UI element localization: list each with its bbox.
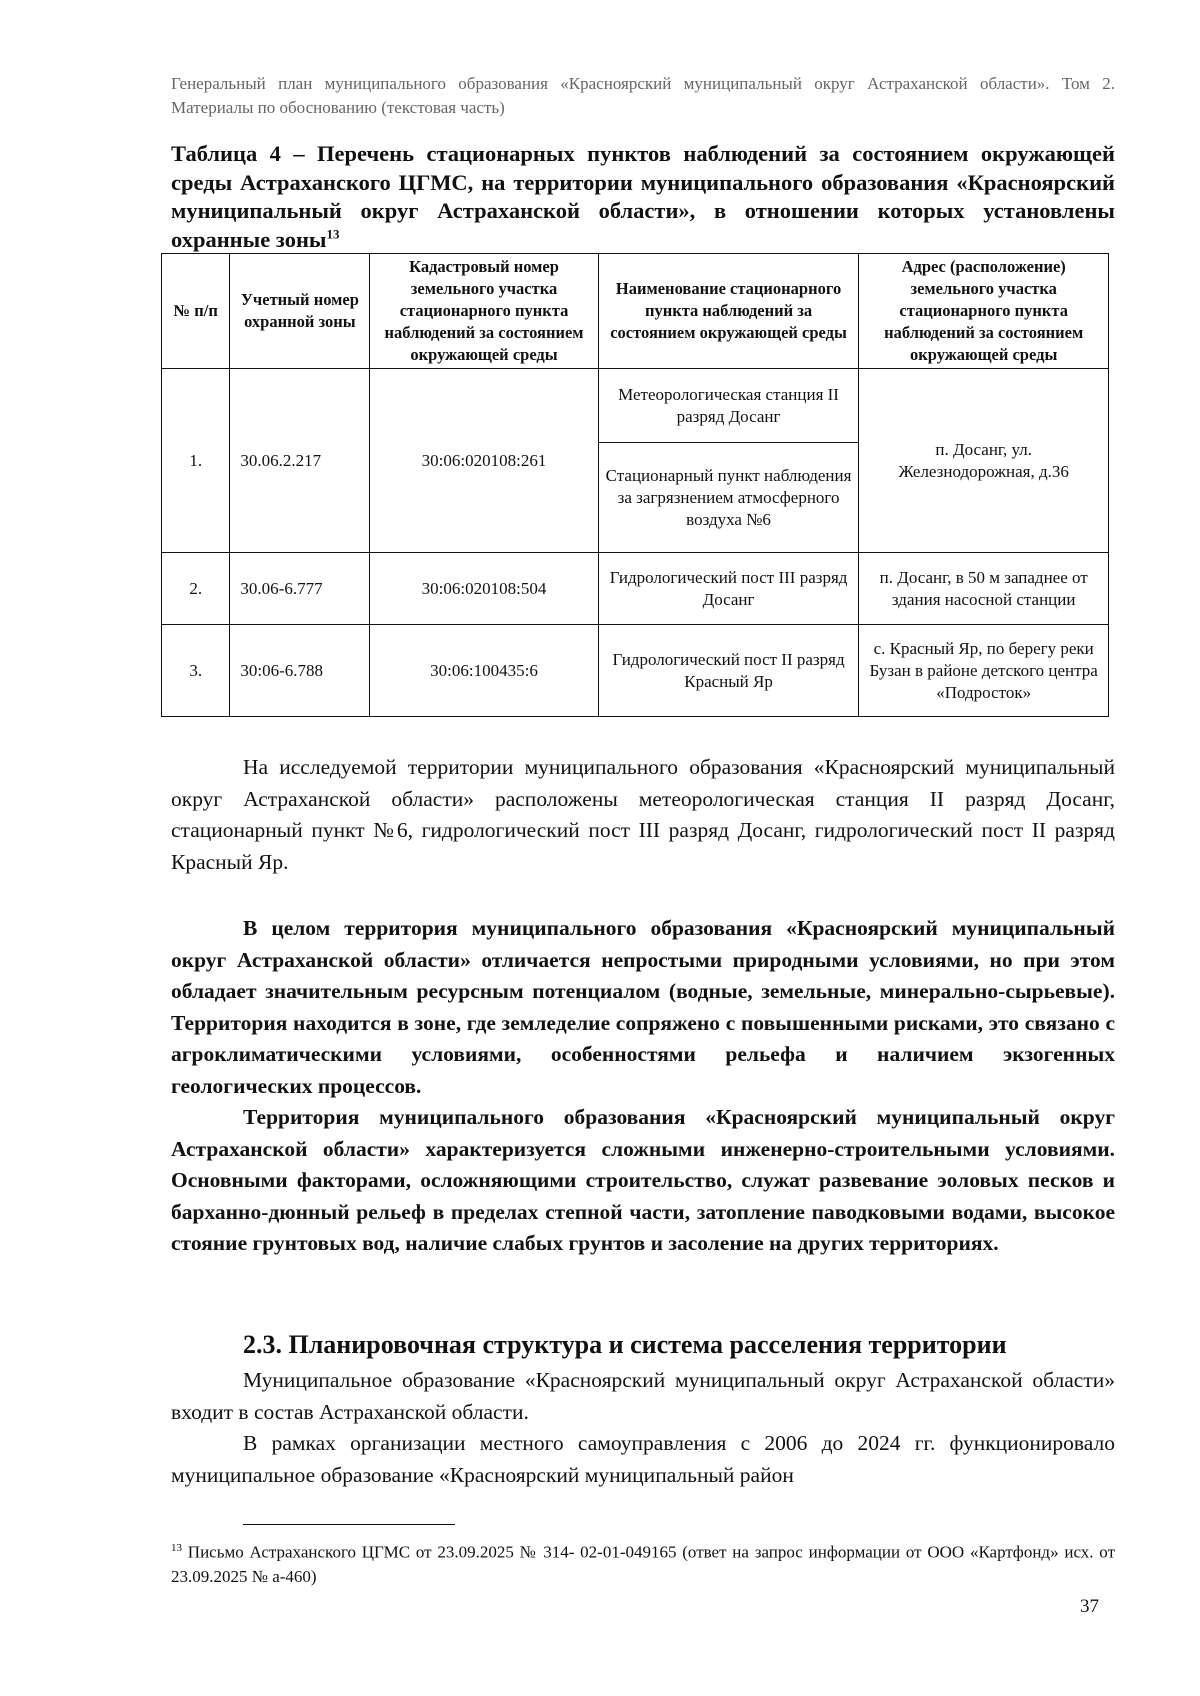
caption-footnote-ref[interactable]: 13 [326,226,340,241]
cell-number: 2. [162,553,230,625]
footnote-divider [243,1524,455,1525]
paragraph-text: В целом территория муниципального образования «Красноярский муниципальный округ Астраханской области» отличается непростыми природными условиями, но при этом обладает значительным ресурсным потенциалом (водные, земельные, минерально-сырьевые). Территория находится в зоне, где земледелие сопряжено с повышенными рисками, это связано с агроклиматическими условиями, особенностями рельефа и наличием экзогенных геологических процессов. [171,916,1115,1098]
cell-cadastral: 30:06:020108:261 [370,369,598,553]
column-header-address: Адрес (расположение) земельного участка стационарного пункта наблюдений за состоянием окружающей среды [859,254,1109,369]
running-header: Генеральный план муниципального образования «Красноярский муниципальный округ Астраханской области». Том 2. Материалы по обоснованию (текстовая часть) [171,74,1115,117]
page-number: 37 [1080,1596,1099,1617]
paragraph-text: В рамках организации местного самоуправления с 2006 до 2024 гг. функционировало муниципальное образование «Красноярский муниципальный район [171,1431,1115,1487]
cell-zone: 30.06-6.777 [230,553,370,625]
cell-name: Гидрологический пост II разряд Красный Яр [598,625,859,717]
footnote-marker: 13 [171,1542,182,1554]
table-caption [171,140,1115,254]
paragraph-stations-summary [171,752,1115,878]
cell-address: п. Досанг, в 50 м западнее от здания насосной станции [859,553,1109,625]
table-row [162,553,1109,625]
footnote [171,1536,1115,1589]
stations-table [161,253,1109,717]
cell-address: п. Досанг, ул. Железнодорожная, д.36 [859,369,1109,553]
cell-name: Метеорологическая станция II разряд Досанг [598,369,859,443]
cell-cadastral: 30:06:020108:504 [370,553,598,625]
column-header-number: № п/п [162,254,230,369]
paragraph-planning-structure [171,1365,1115,1491]
cell-number: 1. [162,369,230,553]
cell-zone: 30.06.2.217 [230,369,370,553]
column-header-zone: Учетный номер охранной зоны [230,254,370,369]
column-header-cadastral: Кадастровый номер земельного участка стационарного пункта наблюдений за состоянием окружающей среды [370,254,598,369]
section-heading: 2.3. Планировочная структура и система расселения территории [243,1330,1007,1359]
cell-number: 3. [162,625,230,717]
paragraph-text: Муниципальное образование «Красноярский муниципальный округ Астраханской области» входит в состав Астраханской области. [171,1368,1115,1424]
table-header-row [162,254,1109,369]
cell-name: Стационарный пункт наблюдения за загрязнением атмосферного воздуха №6 [598,443,859,553]
column-header-name: Наименование стационарного пункта наблюдений за состоянием окружающей среды [598,254,859,369]
table-row [162,369,1109,443]
paragraph-natural-conditions [171,913,1115,1260]
footnote-text: Письмо Астраханского ЦГМС от 23.09.2025 № 314- 02-01-049165 (ответ на запрос информации от ООО «Картфонд» исх. от 23.09.2025 № а-460) [171,1542,1116,1586]
cell-name: Гидрологический пост III разряд Досанг [598,553,859,625]
paragraph-text: На исследуемой территории муниципального образования «Красноярский муниципальный округ Астраханской области» расположены метеорологическая станция II разряд Досанг, стационарный пункт №6, гидрологический пост III разряд Досанг, гидрологический пост II разряд Красный Яр. [171,755,1115,874]
cell-address: с. Красный Яр, по берегу реки Бузан в районе детского центра «Подросток» [859,625,1109,717]
cell-cadastral: 30:06:100435:6 [370,625,598,717]
cell-zone: 30:06-6.788 [230,625,370,717]
table-caption-text: Таблица 4 – Перечень стационарных пунктов наблюдений за состоянием окружающей среды Астраханского ЦГМС, на территории муниципального образования «Красноярский муниципальный округ Астраханской области», в отношении которых установлены охранные зоны [171,141,1115,252]
paragraph-text: Территория муниципального образования «Красноярский муниципальный округ Астраханской области» характеризуется сложными инженерно-строительными условиями. Основными факторами, осложняющими строительство, служат развевание эоловых песков и барханно-дюнный рельеф в пределах степной части, затопление паводковыми водами, высокое стояние грунтовых вод, наличие слабых грунтов и засоление на других территориях. [171,1105,1115,1255]
table-row [162,625,1109,717]
